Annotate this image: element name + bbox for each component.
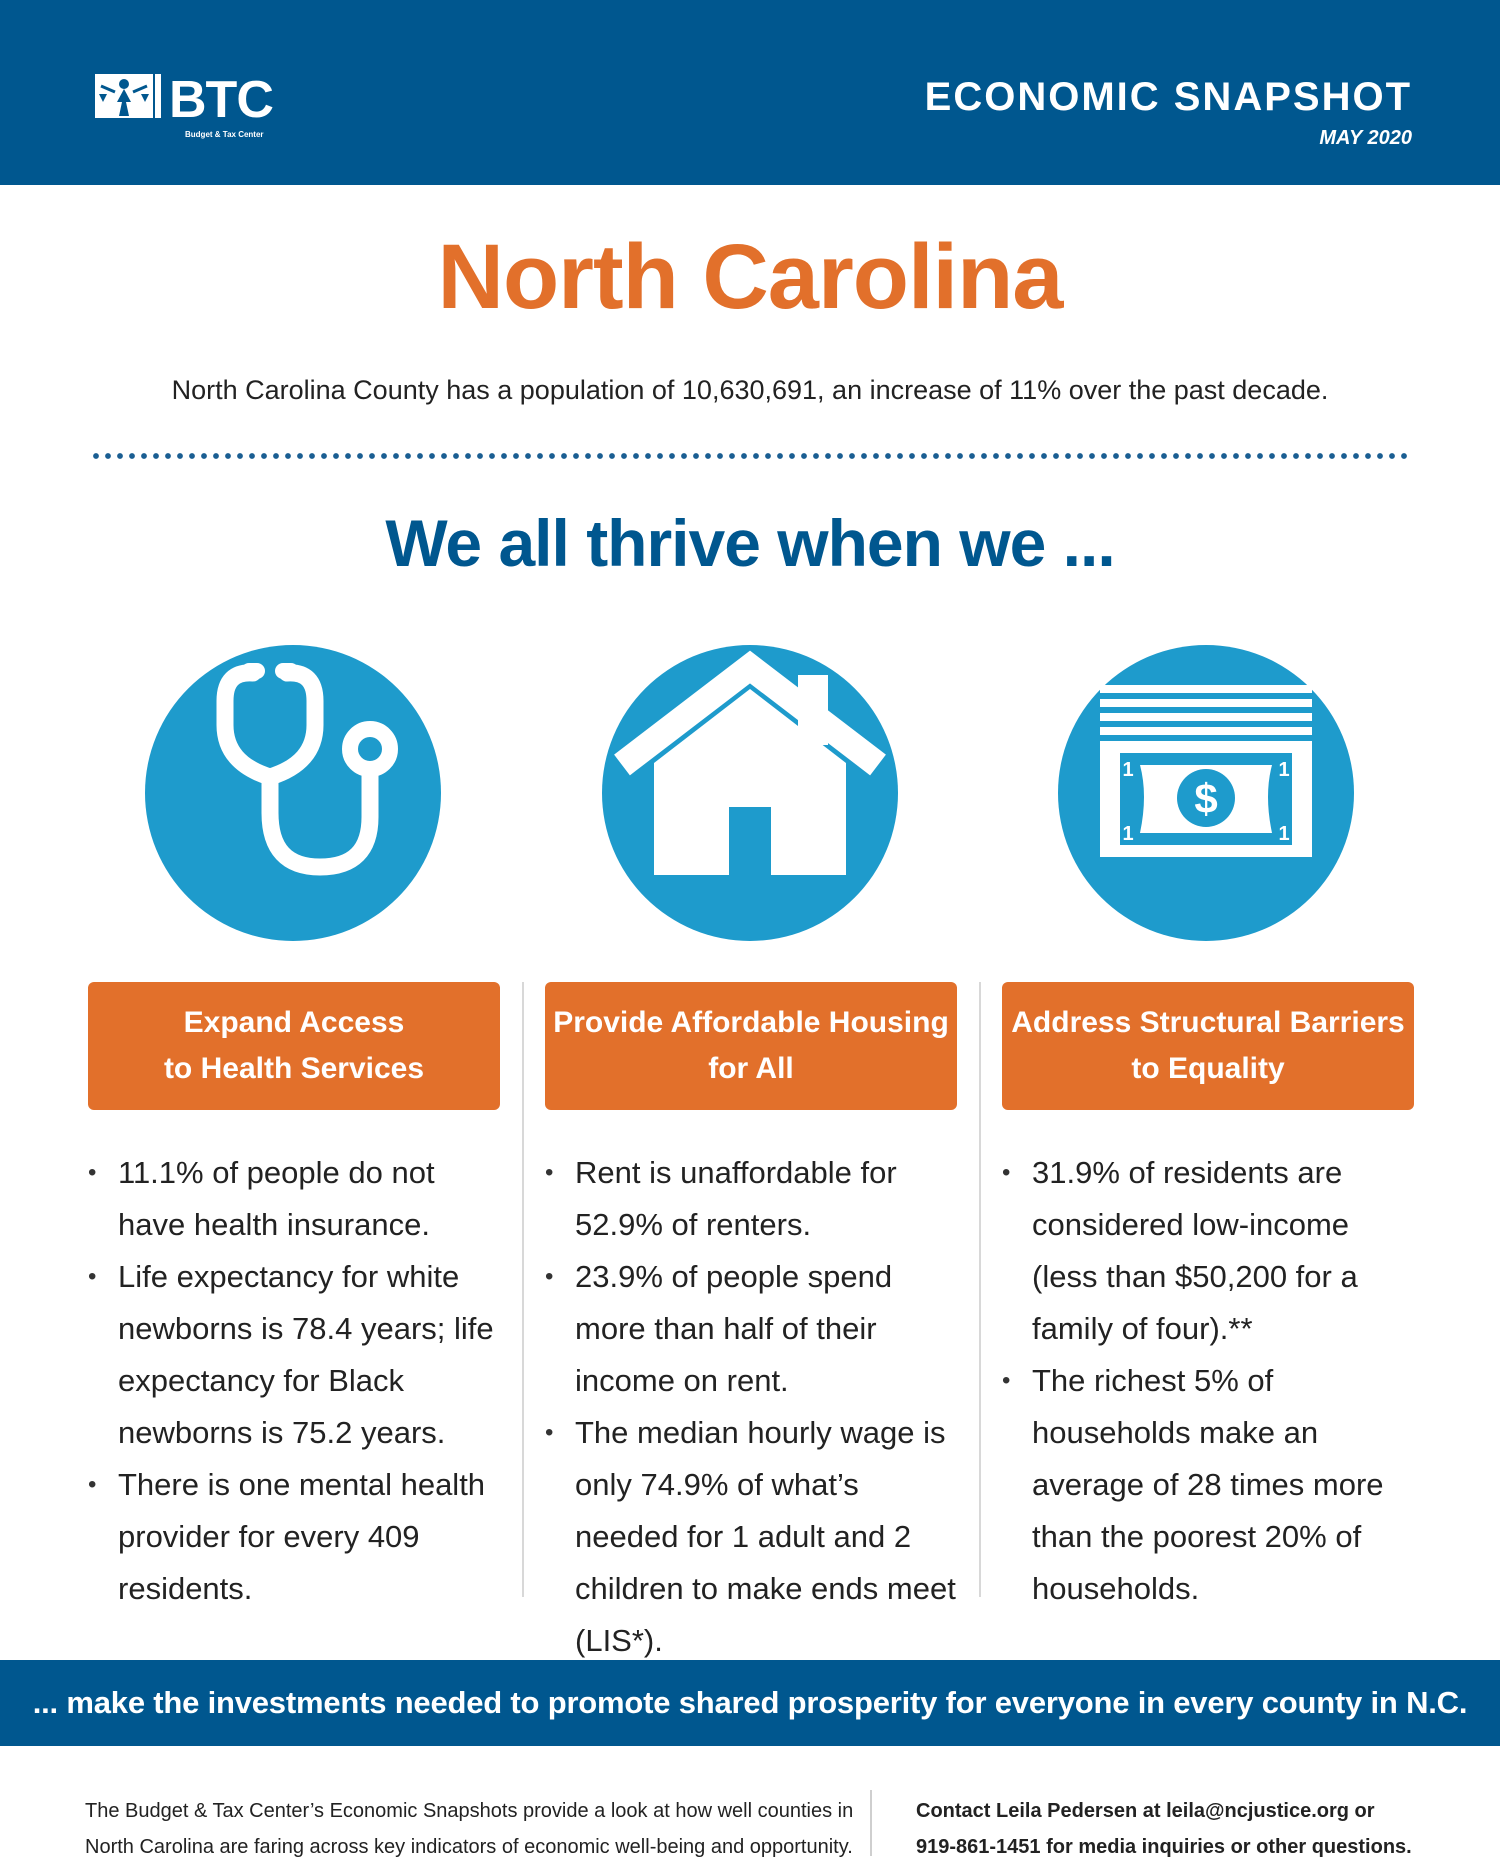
list-item: • Rent is unaffordable for 52.9% of renters. xyxy=(545,1147,960,1251)
dotted-divider xyxy=(90,452,1412,460)
footer-line: The Budget & Tax Center’s Economic Snapshots provide a look at how well counties in xyxy=(85,1800,854,1822)
list-item: • 23.9% of people spend more than half of their income on rent. xyxy=(545,1251,960,1407)
heading-line: to Health Services xyxy=(163,1052,425,1085)
heading-line: Address Structural Barriers xyxy=(1011,1006,1405,1039)
money-denomination-tr: 1 xyxy=(1278,759,1290,781)
header-bar xyxy=(0,0,1500,185)
money-symbol: $ xyxy=(1194,775,1218,822)
heading-line: Expand Access xyxy=(183,1006,405,1039)
heading-health-services xyxy=(88,982,500,1110)
heading-line: Provide Affordable Housing xyxy=(553,1006,949,1039)
heading-line: for All xyxy=(708,1052,794,1085)
column-divider xyxy=(979,982,981,1597)
heading-structural-barriers xyxy=(1002,982,1414,1110)
footer-description xyxy=(85,1793,854,1865)
column-divider xyxy=(522,982,524,1597)
money-icon xyxy=(1058,645,1354,941)
heading-affordable-housing xyxy=(545,982,957,1110)
population-summary: North Carolina County has a population of 10,630,691, an increase of 11% over the past decade. xyxy=(171,375,1329,405)
snapshot-date: MAY 2020 xyxy=(1319,127,1412,149)
list-item: • The richest 5% of households make an average of 28 times more than the poorest 20% of households. xyxy=(1002,1355,1417,1615)
thrive-heading: We all thrive when we ... xyxy=(385,506,1115,580)
page-title: North Carolina xyxy=(437,226,1063,328)
equality-bullets xyxy=(1002,1147,1417,1615)
footer-divider xyxy=(870,1790,872,1856)
health-bullets xyxy=(88,1147,503,1615)
contact-line[interactable]: 919-861-1451 for media inquiries or other questions. xyxy=(916,1836,1412,1858)
logo-subtitle: Budget & Tax Center xyxy=(185,130,264,139)
list-item: • 31.9% of residents are considered low-income (less than $50,200 for a family of four).** xyxy=(1002,1147,1417,1355)
logo-text: BTC xyxy=(169,71,273,129)
house-icon xyxy=(602,645,898,941)
housing-bullets xyxy=(545,1147,960,1667)
list-item: • Life expectancy for white newborns is 78.4 years; life expectancy for Black newborns is 75.2 years. xyxy=(88,1251,503,1459)
money-denomination-bl: 1 xyxy=(1122,823,1134,845)
scales-logo-icon xyxy=(95,72,161,128)
list-item: • There is one mental health provider for every 409 residents. xyxy=(88,1459,503,1615)
contact-line[interactable]: Contact Leila Pedersen at leila@ncjustice.org or xyxy=(916,1800,1375,1822)
investment-banner: ... make the investments needed to promote shared prosperity for everyone in every county in N.C. xyxy=(0,1660,1500,1746)
list-item: • The median hourly wage is only 74.9% of what’s needed for 1 adult and 2 children to make ends meet (LIS*). xyxy=(545,1407,960,1667)
btc-logo[interactable] xyxy=(95,72,273,144)
snapshot-title: ECONOMIC SNAPSHOT xyxy=(924,75,1412,119)
footer-contact xyxy=(916,1793,1476,1865)
stethoscope-icon xyxy=(145,645,441,941)
money-denomination-tl: 1 xyxy=(1122,759,1134,781)
heading-line: to Equality xyxy=(1131,1052,1285,1085)
money-denomination-br: 1 xyxy=(1278,823,1290,845)
list-item: • 11.1% of people do not have health insurance. xyxy=(88,1147,503,1251)
footer-line: North Carolina are faring across key indicators of economic well-being and opportunity. xyxy=(85,1836,853,1858)
